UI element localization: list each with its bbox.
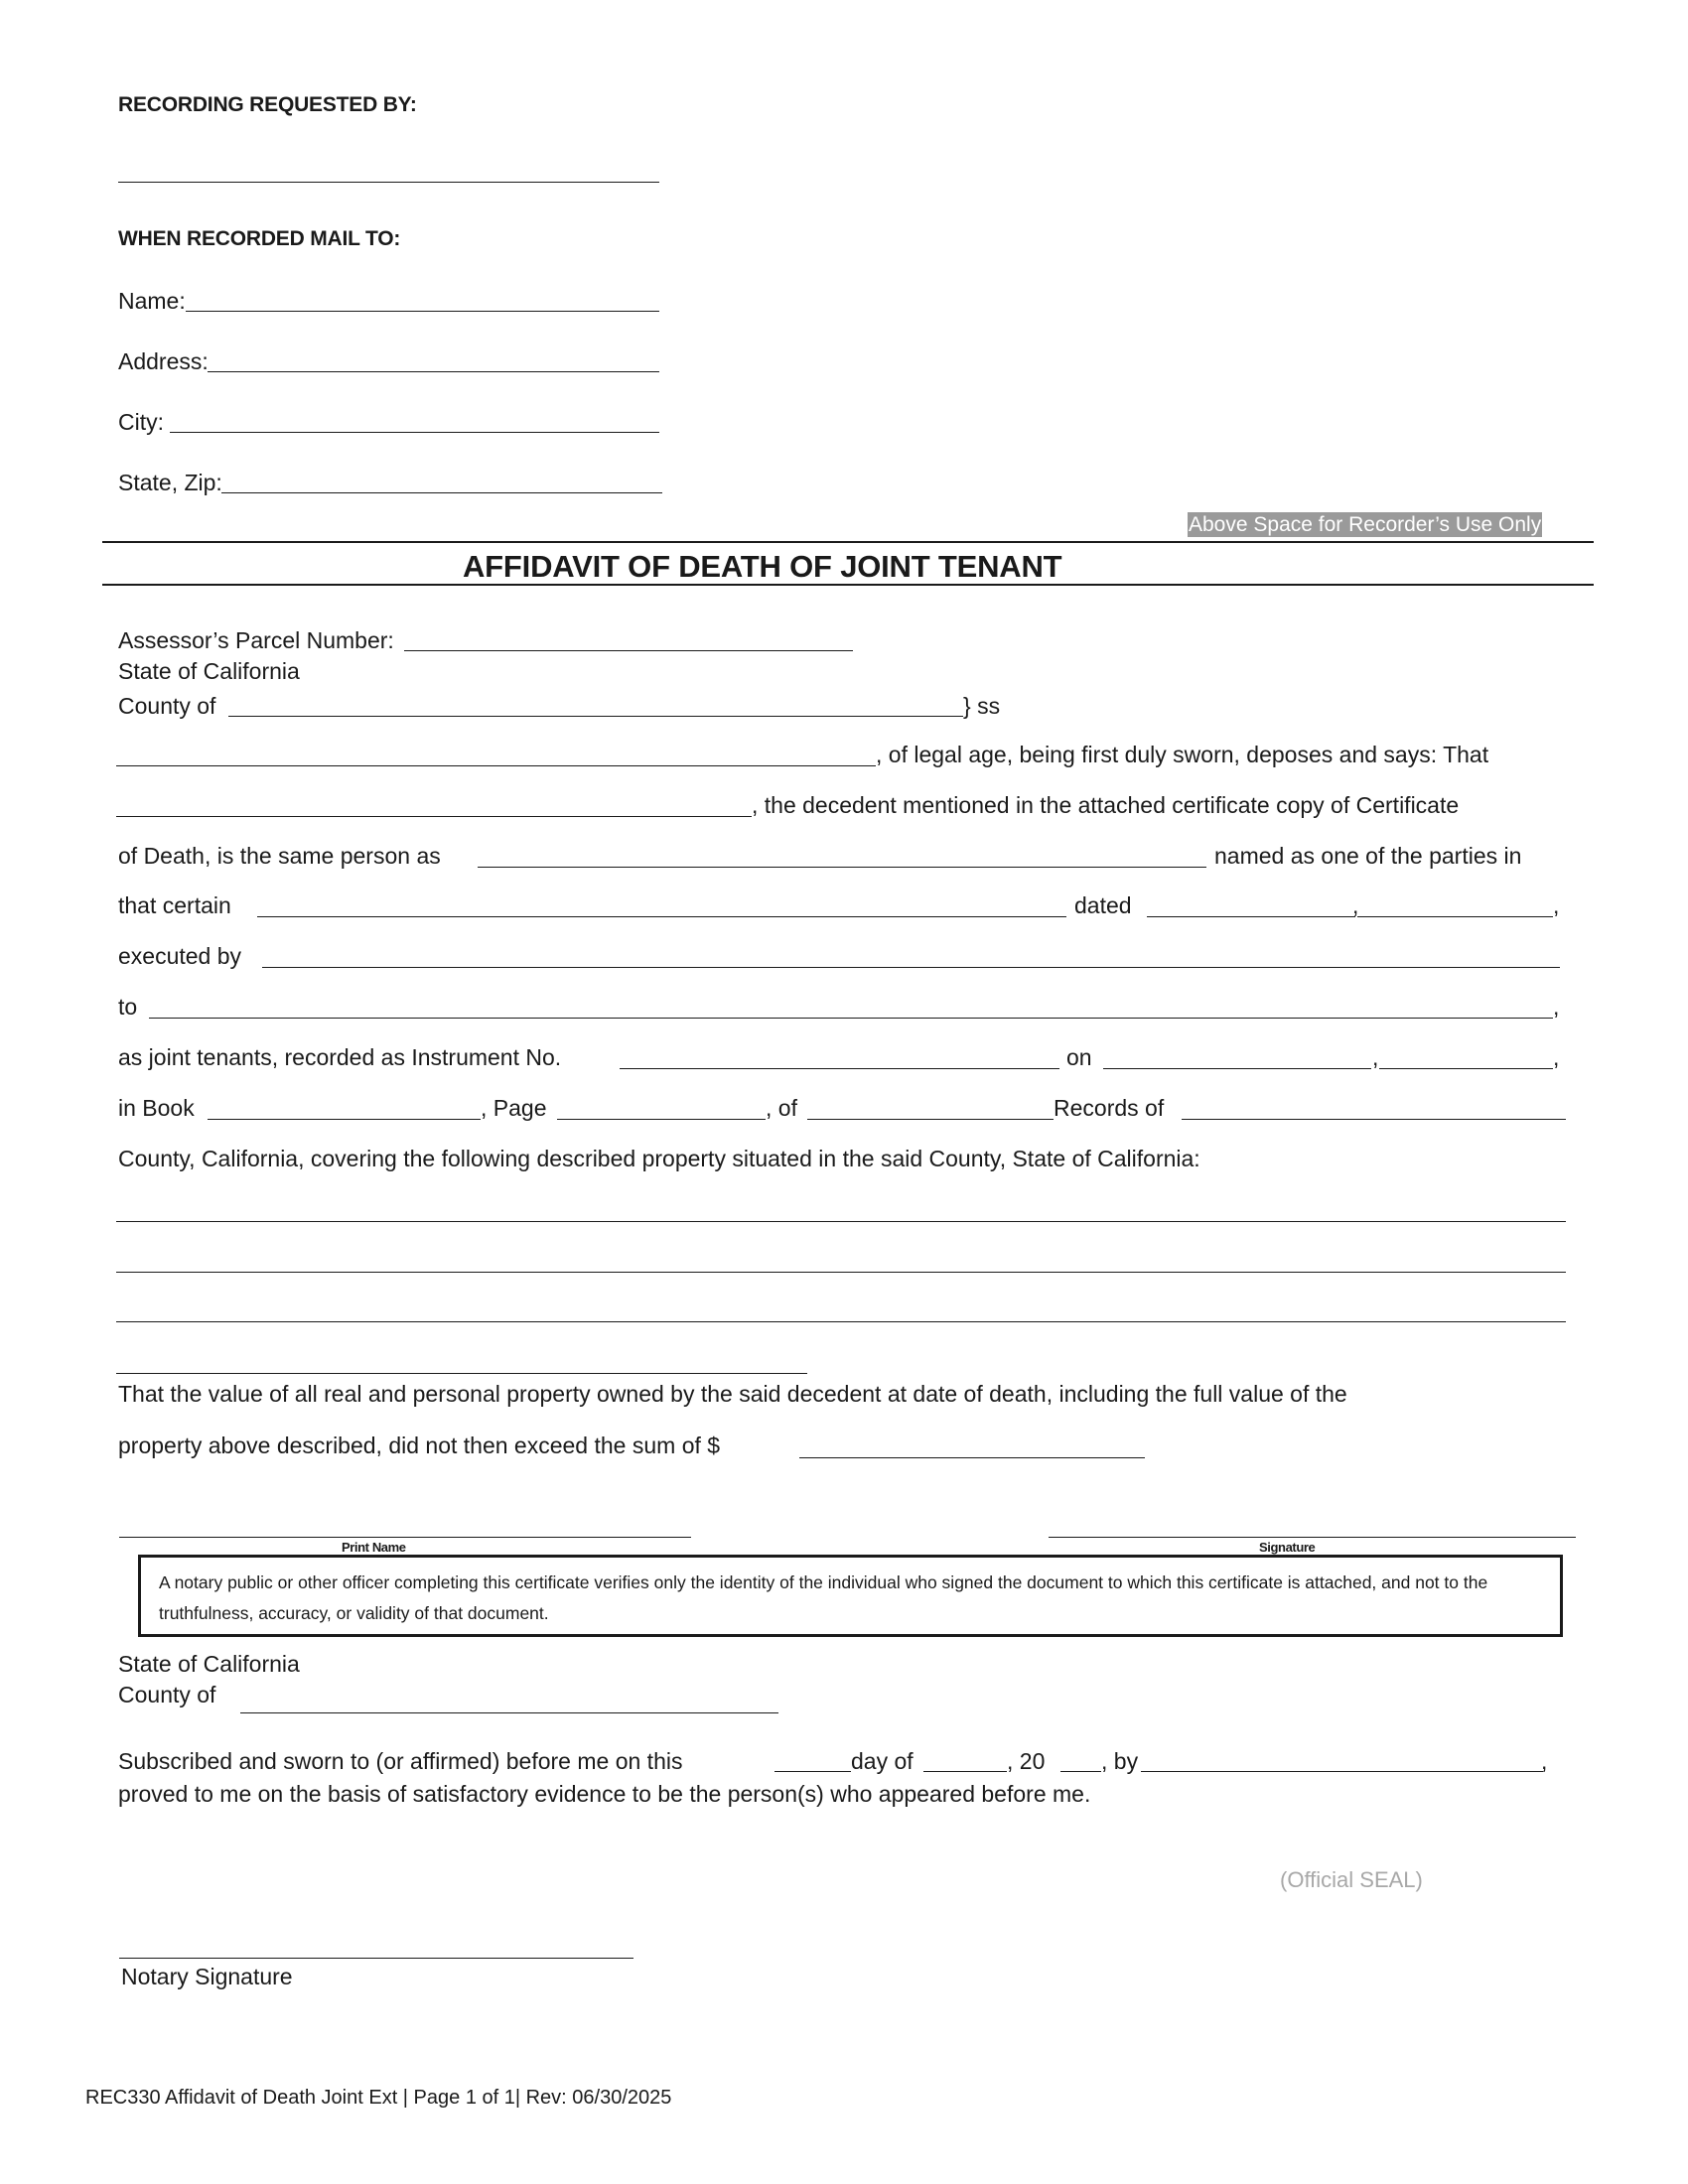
- notary-signature-field[interactable]: [119, 1958, 633, 1959]
- property-description-text: County, California, covering the following described property situated in the said County, State of California:: [118, 1146, 1200, 1171]
- recording-requested-by-field[interactable]: [118, 182, 659, 183]
- instrument-number-field[interactable]: [620, 1068, 1059, 1069]
- print-name-field[interactable]: [119, 1537, 691, 1538]
- value-text-2: property above described, did not then exceed the sum of $: [118, 1433, 721, 1458]
- to-comma: ,: [1553, 994, 1560, 1020]
- signature-field[interactable]: [1049, 1537, 1576, 1538]
- name-label: Name:: [118, 288, 186, 314]
- subscribed-text: Subscribed and sworn to (or affirmed) before me on this: [118, 1748, 683, 1774]
- page-field[interactable]: [557, 1119, 766, 1120]
- recorded-year-field[interactable]: [1379, 1068, 1553, 1069]
- to-field[interactable]: [149, 1018, 1553, 1019]
- notary-signature-label: Notary Signature: [121, 1964, 293, 1989]
- of-text: , of: [766, 1095, 797, 1121]
- print-name-label: Print Name: [342, 1540, 406, 1555]
- value-text-1: That the value of all real and personal property owned by the said decedent at date of death, including the full value of the: [118, 1381, 1347, 1407]
- county-label: County of: [118, 693, 216, 719]
- records-of-text: Records of: [1054, 1095, 1165, 1121]
- title-divider: [102, 584, 1594, 586]
- apn-field[interactable]: [404, 650, 853, 651]
- recording-requested-by-label: RECORDING REQUESTED BY:: [118, 93, 417, 116]
- notary-county-field[interactable]: [240, 1712, 778, 1713]
- day-field[interactable]: [774, 1771, 851, 1772]
- top-divider: [102, 541, 1594, 543]
- signature-label: Signature: [1259, 1540, 1316, 1555]
- notary-notice-text: A notary public or other officer completing this certificate verifies only the identity of the individual who signed the document to which this certificate is attached, and not to the truthfulness, accuracy, or validity of that document.: [159, 1572, 1488, 1623]
- proved-text: proved to me on the basis of satisfactory evidence to be the person(s) who appeared before me.: [118, 1781, 1091, 1807]
- address-field[interactable]: [208, 371, 659, 372]
- that-certain-text: that certain: [118, 892, 231, 918]
- dated-comma: ,: [1352, 892, 1359, 918]
- property-description-field-3[interactable]: [116, 1321, 1566, 1322]
- address-label: Address:: [118, 348, 209, 374]
- year-field[interactable]: [1060, 1771, 1101, 1772]
- notary-notice-box: [138, 1555, 1563, 1637]
- decedent-name-field[interactable]: [116, 816, 752, 817]
- on-text: on: [1066, 1044, 1092, 1070]
- named-parties-text: named as one of the parties in: [1214, 843, 1522, 869]
- property-description-field-2[interactable]: [116, 1272, 1566, 1273]
- executed-by-text: executed by: [118, 943, 242, 969]
- day-of-text: day of: [851, 1748, 914, 1774]
- ss-label: } ss: [963, 693, 1001, 719]
- apn-label: Assessor’s Parcel Number:: [118, 627, 394, 653]
- property-description-field-4[interactable]: [116, 1373, 807, 1374]
- state-label: State of California: [118, 658, 300, 684]
- instrument-type-field[interactable]: [257, 916, 1066, 917]
- joint-tenants-text: as joint tenants, recorded as Instrument No.: [118, 1044, 562, 1070]
- notary-county-label: County of: [118, 1682, 216, 1707]
- page-footer: REC330 Affidavit of Death Joint Ext | Page 1 of 1| Rev: 06/30/2025: [85, 2087, 672, 2109]
- dated-month-day-field[interactable]: [1147, 916, 1355, 917]
- executed-by-field[interactable]: [262, 967, 1560, 968]
- dated-end-comma: ,: [1553, 892, 1560, 918]
- county-field[interactable]: [228, 716, 963, 717]
- city-field[interactable]: [170, 432, 659, 433]
- notary-state-label: State of California: [118, 1651, 300, 1677]
- recorded-end-comma: ,: [1553, 1044, 1560, 1070]
- year-prefix-text: , 20: [1007, 1748, 1046, 1774]
- sworn-by-comma: ,: [1541, 1748, 1548, 1774]
- affiant-text: , of legal age, being first duly sworn, deposes and says: That: [876, 742, 1489, 767]
- records-type-field[interactable]: [807, 1119, 1054, 1120]
- same-person-field[interactable]: [478, 867, 1206, 868]
- recorded-comma: ,: [1372, 1044, 1379, 1070]
- book-field[interactable]: [208, 1119, 481, 1120]
- to-text: to: [118, 994, 138, 1020]
- official-seal-label: (Official SEAL): [1280, 1867, 1423, 1892]
- property-description-field-1[interactable]: [116, 1221, 1566, 1222]
- by-text: , by: [1101, 1748, 1139, 1774]
- state-zip-label: State, Zip:: [118, 470, 222, 495]
- dated-year-field[interactable]: [1357, 916, 1553, 917]
- sworn-by-field[interactable]: [1141, 1771, 1543, 1772]
- when-recorded-mail-to-label: WHEN RECORDED MAIL TO:: [118, 227, 401, 250]
- dated-text: dated: [1074, 892, 1132, 918]
- same-person-text: of Death, is the same person as: [118, 843, 441, 869]
- document-title: AFFIDAVIT OF DEATH OF JOINT TENANT: [463, 549, 1062, 584]
- recorder-use-label: Above Space for Recorder’s Use Only: [1189, 513, 1542, 536]
- recorded-month-day-field[interactable]: [1103, 1068, 1371, 1069]
- city-label: City:: [118, 409, 164, 435]
- page-text: , Page: [481, 1095, 547, 1121]
- value-amount-field[interactable]: [799, 1457, 1145, 1458]
- name-field[interactable]: [186, 311, 659, 312]
- records-county-field[interactable]: [1182, 1119, 1566, 1120]
- state-zip-field[interactable]: [221, 492, 662, 493]
- month-field[interactable]: [923, 1771, 1007, 1772]
- affiant-name-field[interactable]: [116, 765, 876, 766]
- in-book-text: in Book: [118, 1095, 195, 1121]
- decedent-text: , the decedent mentioned in the attached certificate copy of Certificate: [752, 792, 1460, 818]
